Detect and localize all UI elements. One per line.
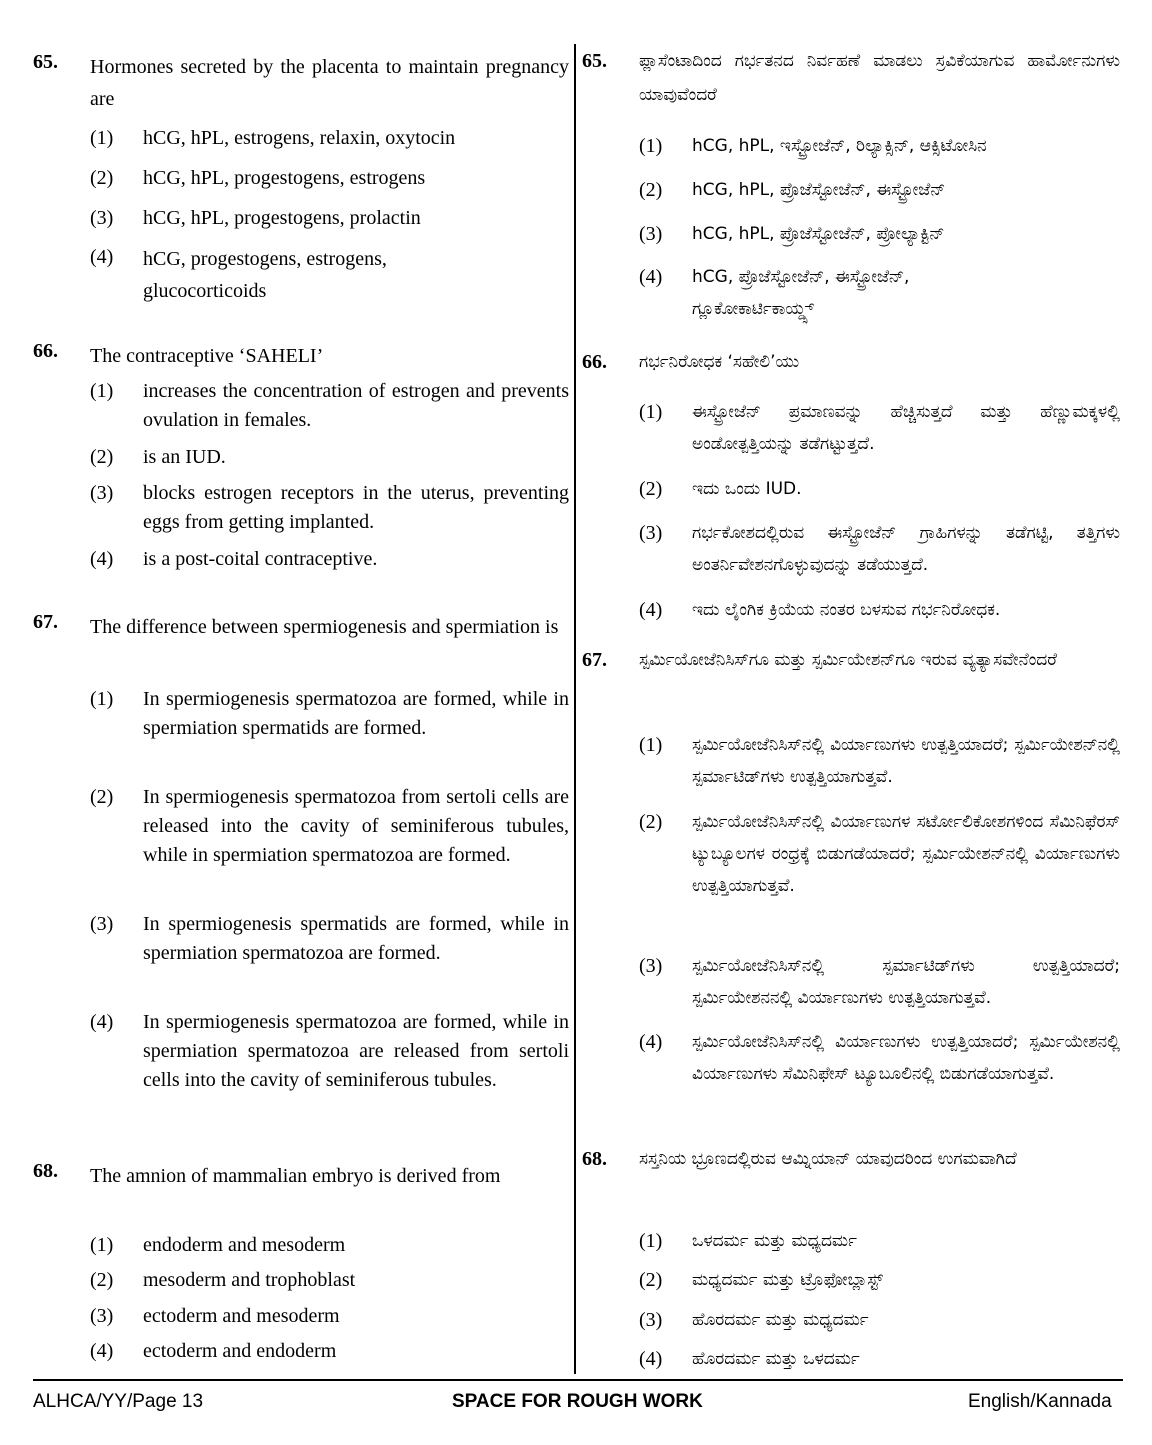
question-67-en bbox=[33, 611, 569, 643]
option-number: (3) bbox=[90, 482, 114, 504]
option-number: (4) bbox=[90, 1340, 114, 1362]
option-number: (2) bbox=[90, 446, 114, 468]
option-number: (4) bbox=[639, 1031, 663, 1053]
option-number: (1) bbox=[639, 734, 663, 756]
option-number: (2) bbox=[639, 1269, 663, 1291]
option-text: ಈಸ್ಟ್ರೋಜೆನ್ ಪ್ರಮಾಣವನ್ನು ಹೆಚ್ಚಿಸುತ್ತದೆ ಮತ್ತು ಹೆಣ್ಣುಮಕ್ಕಳಲ್ಲಿ ಅಂಡೋತ್ಪತ್ತಿಯನ್ನು ತಡೆಗಟ್ಟುತ್ತದೆ. bbox=[692, 402, 1120, 454]
option-text: In spermiogenesis spermatozoa from sertoli cells are released into the cavity of seminiferous tubules, while in spermiation spermatozoa are formed. bbox=[143, 786, 569, 866]
option-number: (4) bbox=[90, 548, 114, 570]
question-number: 65. bbox=[582, 50, 607, 72]
option-text: In spermiogenesis spermatozoa are formed, while in spermiation spermatids are formed. bbox=[143, 688, 569, 739]
question-text: ಸಸ್ತನಿಯ ಭ್ರೂಣದಲ್ಲಿರುವ ಆಮ್ನಿಯಾನ್ ಯಾವುದರಿಂದ ಉಗಮವಾಗಿದೆ bbox=[639, 1149, 1017, 1169]
option-text: hCG, hPL, ಇಸ್ಟ್ರೋಜೆನ್, ರಿಲ್ಯಾಕ್ಸಿನ್, ಆಕ್ಸಿಟೋಸಿನ bbox=[692, 136, 987, 156]
option-text: ಗರ್ಭಕೋಶದಲ್ಲಿರುವ ಈಸ್ಟ್ರೋಜೆನ್ ಗ್ರಾಹಿಗಳನ್ನು ತಡೆಗಟ್ಟಿ, ತತ್ತಿಗಳು ಅಂತರ್ನಿವೇಶನಗೊಳ್ಳುವುದನ್ನು ತಡೆಯುತ್ತದೆ. bbox=[692, 523, 1120, 575]
question-66-kn bbox=[582, 345, 1120, 379]
option-text: is a post-coital contraceptive. bbox=[143, 548, 378, 570]
question-65-kn bbox=[582, 44, 1120, 112]
question-text: The contraceptive ‘SAHELI’ bbox=[90, 345, 324, 367]
option-text: ಇದು ಒಂದು IUD. bbox=[692, 479, 802, 499]
option-number: (1) bbox=[90, 380, 114, 402]
option-text: ectoderm and mesoderm bbox=[143, 1305, 340, 1327]
option-text: In spermiogenesis spermatids are formed, while in spermiation spermatozoa are formed. bbox=[143, 913, 569, 964]
option-text: endoderm and mesoderm bbox=[143, 1234, 346, 1256]
option-number: (2) bbox=[639, 811, 663, 833]
option-number: (4) bbox=[639, 266, 663, 288]
question-65-en bbox=[33, 51, 569, 115]
option-text: mesoderm and trophoblast bbox=[143, 1269, 356, 1291]
question-number: 66. bbox=[33, 340, 58, 362]
option-text: hCG, hPL, progestogens, estrogens bbox=[143, 167, 426, 189]
question-text: ಸ್ಪರ್ಮಿಯೋಜೆನಿಸಿಸ್‌ಗೂ ಮತ್ತು ಸ್ಪರ್ಮಿಯೇಶನ್‌ಗೂ ಇರುವ ವ್ಯತ್ಯಾಸವೇನೆಂದರೆ bbox=[639, 650, 1057, 670]
option-text: ಸ್ಪರ್ಮಿಯೋಜೆನಿಸಿಸ್‌ನಲ್ಲಿ ವಿರ್ಯಾಣುಗಳ ಸರ್ಟೋಲಿಕೋಶಗಳಿಂದ ಸೆಮಿನಿಫೆರಸ್ ಟ್ಯುಬ್ಯೂಲಗಳ ರಂಧ್ರಕ್ಕೆ ಬಿಡುಗಡೆಯಾದರೆ; ಸ್ಪರ್ಮಿಯೇಶನ್‌ನಲ್ಲಿ ವಿರ್ಯಾಣುಗಳು ಉತ್ಪತ್ತಿಯಾಗುತ್ತವೆ. bbox=[692, 812, 1120, 896]
column-divider bbox=[574, 44, 576, 1374]
question-number: 67. bbox=[582, 649, 607, 671]
option-number: (1) bbox=[90, 127, 114, 149]
option-text: hCG, hPL, ಪ್ರೊಜೆಸ್ಟೋಜೆನ್, ಪ್ರೋಲ್ಯಾಕ್ಟಿನ್ bbox=[692, 224, 945, 244]
option-text: increases the concentration of estrogen and prevents ovulation in females. bbox=[143, 380, 569, 431]
option-number: (3) bbox=[90, 207, 114, 229]
option-number: (1) bbox=[639, 1230, 663, 1252]
footer-rough-work: SPACE FOR ROUGH WORK bbox=[452, 1391, 703, 1412]
option-number: (3) bbox=[639, 1309, 663, 1331]
question-68-en bbox=[33, 1160, 569, 1192]
question-number: 65. bbox=[33, 51, 58, 73]
option-number: (1) bbox=[639, 135, 663, 157]
option-text: hCG, progestogens, estrogens, glucocorticoids bbox=[143, 248, 387, 302]
option-number: (4) bbox=[90, 1011, 114, 1033]
option-text: hCG, hPL, progestogens, prolactin bbox=[143, 207, 421, 229]
option-number: (4) bbox=[639, 1348, 663, 1370]
option-text: blocks estrogen receptors in the uterus, preventing eggs from getting implanted. bbox=[143, 482, 569, 533]
question-68-kn bbox=[582, 1142, 1120, 1176]
option-text: ಸ್ಪರ್ಮಿಯೋಜೆನಿಸಿಸ್‌ನಲ್ಲಿ ಸ್ಪರ್ಮಾಟಿಡ್‌ಗಳು ಉತ್ಪತ್ತಿಯಾದರೆ; ಸ್ಪರ್ಮಿಯೇಶನನಲ್ಲಿ ವಿರ್ಯಾಣುಗಳು ಉತ್ಪತ್ತಿಯಾಗುತ್ತವೆ. bbox=[692, 956, 1120, 1008]
footer-page-code: ALHCA/YY/Page 13 bbox=[33, 1391, 204, 1412]
question-text: The amnion of mammalian embryo is derived from bbox=[90, 1165, 501, 1187]
option-number: (3) bbox=[639, 522, 663, 544]
question-66-en bbox=[33, 340, 569, 372]
option-number: (2) bbox=[90, 1269, 114, 1291]
option-text: ಮಧ್ಯದರ್ಮ ಮತ್ತು ಟ್ರೊಫೋಬ್ಲಾಸ್ಟ್ bbox=[692, 1270, 883, 1290]
option-text: ಸ್ಪರ್ಮಿಯೋಜೆನಿಸಿಸ್‌ನಲ್ಲಿ ವಿರ್ಯಾಣುಗಳು ಉತ್ಪತ್ತಿಯಾದರೆ; ಸ್ಪರ್ಮಿಯೇಶನಲ್ಲಿ ವಿರ್ಯಾಣುಗಳು ಸೆಮಿನಿಫೇಸ್ ಟ್ಯೂಬೂಲಿನಲ್ಲಿ ಬಿಡುಗಡೆಯಾಗುತ್ತವೆ. bbox=[692, 1032, 1120, 1084]
option-number: (3) bbox=[90, 913, 114, 935]
option-number: (1) bbox=[639, 401, 663, 423]
option-number: (1) bbox=[90, 688, 114, 710]
question-text: Hormones secreted by the placenta to maintain pregnancy are bbox=[90, 56, 569, 110]
option-text: In spermiogenesis spermatozoa are formed, while in spermiation spermatozoa are released from sertoli cells into the cavity of seminiferous tubules. bbox=[143, 1011, 569, 1091]
option-text: hCG, hPL, ಪ್ರೊಜೆಸ್ಟೋಜೆನ್, ಈಸ್ಟ್ರೋಜೆನ್ bbox=[692, 180, 946, 200]
option-number: (2) bbox=[639, 179, 663, 201]
option-text: ಹೊರದರ್ಮ ಮತ್ತು ಮಧ್ಯದರ್ಮ bbox=[692, 1310, 869, 1330]
question-text: ಪ್ಲಾಸೆಂಟಾದಿಂದ ಗರ್ಭತನದ ನಿರ್ವಹಣೆ ಮಾಡಲು ಸ್ರವಿಕೆಯಾಗುವ ಹಾರ್ಮೋನುಗಳು ಯಾವುವೆಂದರೆ bbox=[639, 51, 1120, 105]
option-text: ಒಳದರ್ಮ ಮತ್ತು ಮಧ್ಯದರ್ಮ bbox=[692, 1231, 857, 1251]
option-number: (2) bbox=[639, 478, 663, 500]
option-number: (2) bbox=[90, 786, 114, 808]
option-number: (1) bbox=[90, 1234, 114, 1256]
option-text: ಸ್ಪರ್ಮಿಯೋಜೆನಿಸಿಸ್‌ನಲ್ಲಿ ವಿರ್ಯಾಣುಗಳು ಉತ್ಪತ್ತಿಯಾದರೆ; ಸ್ಪರ್ಮಿಯೇಶನ್‌ನಲ್ಲಿ ಸ್ಪರ್ಮಾಟಿಡ್‌ಗಳು ಉತ್ಪತ್ತಿಯಾಗುತ್ತವೆ. bbox=[692, 735, 1120, 787]
option-number: (4) bbox=[90, 246, 114, 268]
option-text: hCG, ಪ್ರೊಜೆಸ್ಟೋಜೆನ್, ಈಸ್ಟ್ರೋಜೆನ್, ಗ್ಲೂಕೋಕಾರ್ಟಿಕಾಯ್ಡ್ಸ್ bbox=[692, 267, 910, 319]
option-number: (3) bbox=[639, 223, 663, 245]
option-number: (3) bbox=[639, 955, 663, 977]
question-number: 67. bbox=[33, 611, 58, 633]
option-text: ಇದು ಲೈಂಗಿಕ ಕ್ರಿಯೆಯ ನಂತರ ಬಳಸುವ ಗರ್ಭನಿರೋಧಕ. bbox=[692, 600, 1001, 620]
question-67-kn bbox=[582, 643, 1120, 677]
option-text: ಹೊರದರ್ಮ ಮತ್ತು ಒಳದರ್ಮ bbox=[692, 1349, 860, 1369]
question-text: ಗರ್ಭನಿರೋಧಕ ‘ಸಹೇಲಿ’ಯು bbox=[639, 352, 800, 372]
question-text: The difference between spermiogenesis and spermiation is bbox=[90, 616, 559, 638]
option-text: is an IUD. bbox=[143, 446, 226, 468]
footer-language: English/Kannada bbox=[968, 1391, 1112, 1412]
question-number: 68. bbox=[582, 1148, 607, 1170]
option-number: (3) bbox=[90, 1305, 114, 1327]
option-text: ectoderm and endoderm bbox=[143, 1340, 337, 1362]
question-number: 66. bbox=[582, 351, 607, 373]
option-number: (2) bbox=[90, 167, 114, 189]
question-number: 68. bbox=[33, 1160, 58, 1182]
option-number: (4) bbox=[639, 599, 663, 621]
footer-rule bbox=[33, 1379, 1123, 1381]
option-text: hCG, hPL, estrogens, relaxin, oxytocin bbox=[143, 127, 456, 149]
